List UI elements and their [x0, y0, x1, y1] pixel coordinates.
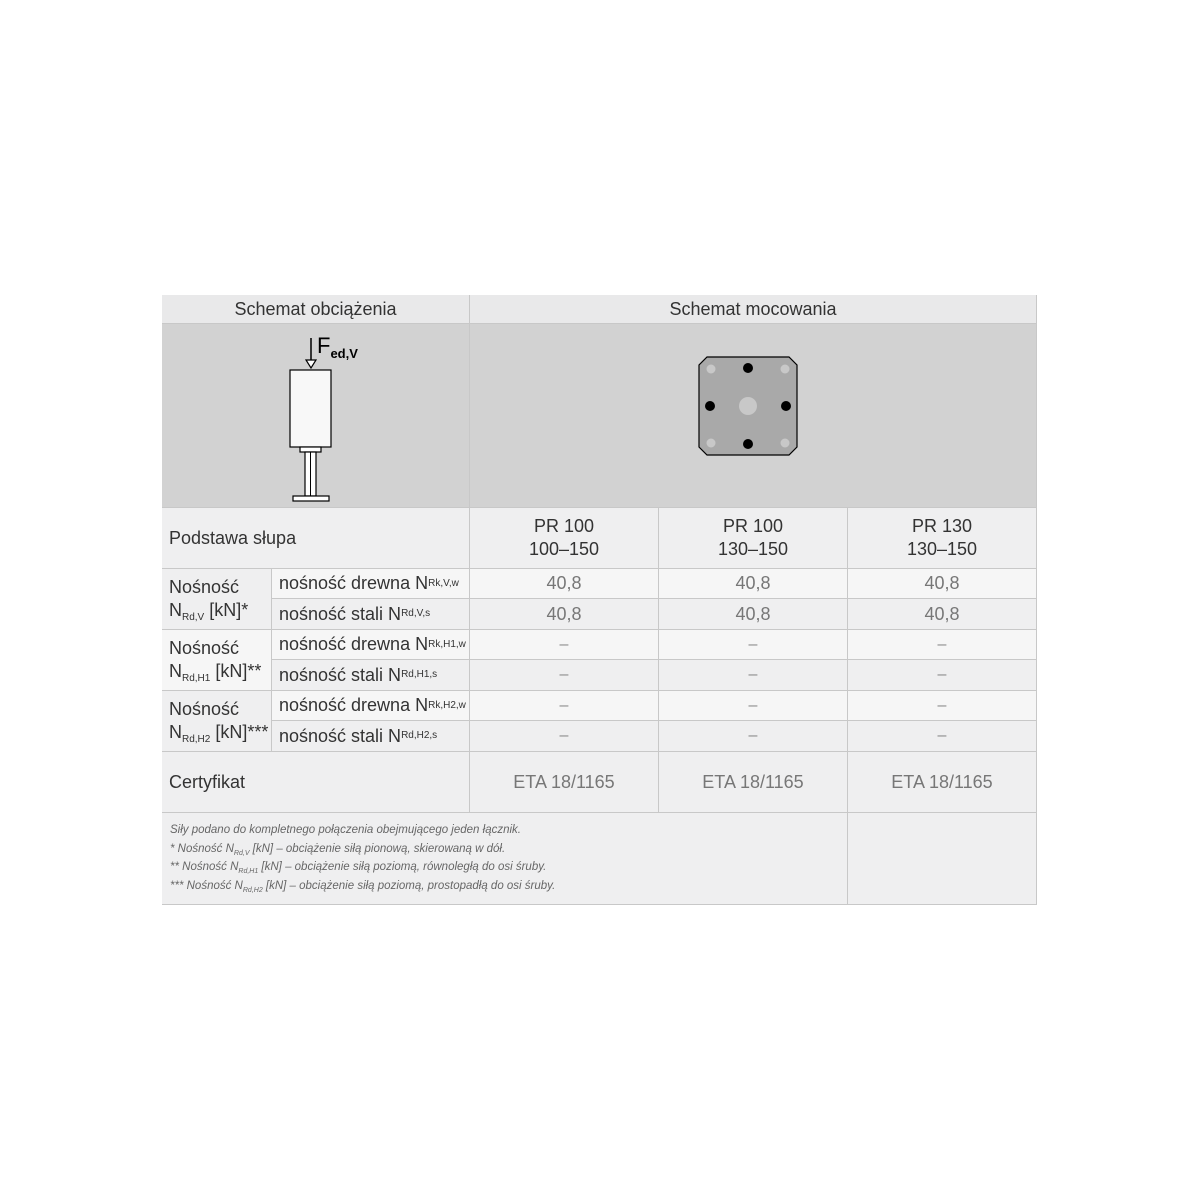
- base-plate-fixing-illustration: [470, 324, 1037, 508]
- value-cell: 40,8: [659, 599, 848, 630]
- column-load-illustration: [162, 324, 470, 508]
- product-range: 130–150: [717, 539, 789, 559]
- value-cell: –: [659, 630, 848, 660]
- value-cell: –: [659, 660, 848, 691]
- footnotes: [162, 813, 848, 905]
- product-range: 100–150: [528, 539, 600, 559]
- cert-value: ETA 18/1165: [659, 752, 848, 813]
- product-col-2: [659, 508, 848, 569]
- group-label-h2: Nośność $N_{Rd,H2}$ [kN]***: [162, 691, 272, 752]
- top-plate: [300, 447, 321, 452]
- value-cell: –: [848, 691, 1037, 721]
- load-table: [162, 295, 1037, 905]
- value-cell: –: [848, 630, 1037, 660]
- cert-label: Certyfikat: [162, 752, 470, 813]
- value-cell: 40,8: [659, 569, 848, 599]
- row-label: nośność drewna N Rk,H1,w: [272, 630, 470, 660]
- cert-value: ETA 18/1165: [470, 752, 659, 813]
- product-col-3: [848, 508, 1037, 569]
- value-cell: 40,8: [848, 569, 1037, 599]
- corner-hole: [781, 439, 790, 448]
- screw-hole: [705, 401, 715, 411]
- center-hole: [739, 397, 757, 415]
- product-name: PR 130: [911, 516, 973, 536]
- product-col-1: [470, 508, 659, 569]
- value-cell: –: [848, 660, 1037, 691]
- load-diagram: [162, 324, 470, 508]
- empty-notes-cell: [848, 813, 1037, 905]
- row-label: nośność drewna N Rk,H2,w: [272, 691, 470, 721]
- product-range: 130–150: [906, 539, 978, 559]
- footnote-line: * Nośność $N_{Rd,V}$ [kN] – obciążenie siłą pionową, skierowaną w dół.: [170, 842, 506, 857]
- value-cell: –: [470, 660, 659, 691]
- corner-hole: [781, 365, 790, 374]
- group-label-h1: Nośność $N_{Rd,H1}$ [kN]**: [162, 630, 272, 691]
- row-label: nośność drewna N Rk,V,w: [272, 569, 470, 599]
- corner-hole: [707, 439, 716, 448]
- screw-hole: [743, 439, 753, 449]
- footnote-line: Siły podano do kompletnego połączenia obejmującego jeden łącznik.: [170, 824, 521, 836]
- mount-diagram: [470, 324, 1037, 508]
- header-load-scheme: Schemat obciążenia: [162, 295, 470, 324]
- screw-hole: [743, 363, 753, 373]
- value-cell: –: [470, 630, 659, 660]
- value-cell: 40,8: [848, 599, 1037, 630]
- group-label-v: Nośność $N_{Rd,V}$ [kN]*: [162, 569, 272, 630]
- cert-value: ETA 18/1165: [848, 752, 1037, 813]
- corner-hole: [707, 365, 716, 374]
- value-cell: –: [470, 691, 659, 721]
- product-name: PR 100: [533, 516, 595, 536]
- base-label: Podstawa słupa: [162, 508, 470, 569]
- value-cell: 40,8: [470, 599, 659, 630]
- header-mount-scheme: Schemat mocowania: [470, 295, 1037, 324]
- row-label: nośność stali N Rd,H2,s: [272, 721, 470, 752]
- footnote-line: ** Nośność $N_{Rd,H1}$ [kN] – obciążenie siłą poziomą, równoległą do osi śruby.: [170, 861, 547, 875]
- row-label: nośność stali N Rd,H1,s: [272, 660, 470, 691]
- value-cell: –: [848, 721, 1037, 752]
- timber-post: [290, 370, 331, 447]
- screw-hole: [781, 401, 791, 411]
- value-cell: –: [659, 721, 848, 752]
- force-arrow-head: [306, 360, 316, 368]
- footnote-line: *** Nośność $N_{Rd,H2}$ [kN] – obciążenie siłą poziomą, prostopadłą do osi śruby.: [170, 879, 556, 894]
- row-label: nośność stali N Rd,V,s: [272, 599, 470, 630]
- product-name: PR 100: [722, 516, 784, 536]
- value-cell: –: [470, 721, 659, 752]
- base-plate: [293, 496, 329, 501]
- force-label: $F_{ed,V}$: [317, 333, 358, 361]
- value-cell: 40,8: [470, 569, 659, 599]
- value-cell: –: [659, 691, 848, 721]
